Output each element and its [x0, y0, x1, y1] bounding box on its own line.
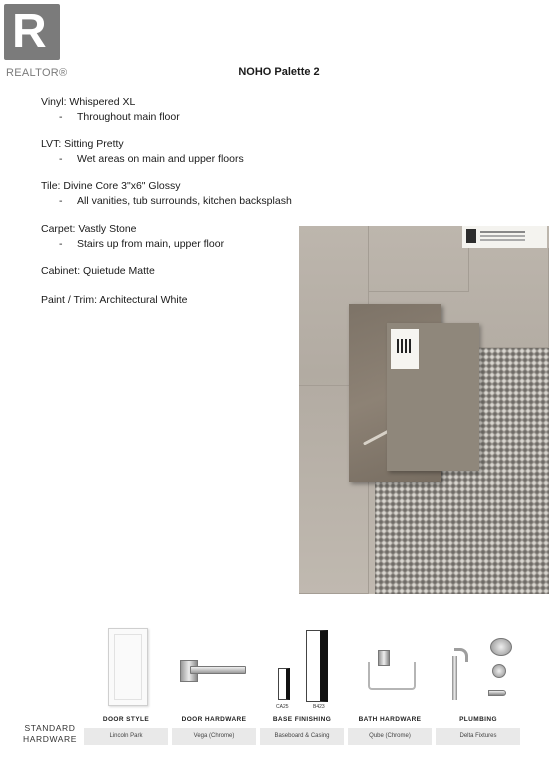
hardware-category: DOOR HARDWARE	[181, 716, 247, 723]
spec-cabinet	[41, 264, 155, 279]
hardware-category: DOOR STYLE	[102, 716, 150, 723]
spec-tile	[41, 179, 292, 209]
spec-paint-trim	[41, 293, 187, 308]
spec-label: LVT: Sitting Pretty	[41, 138, 124, 150]
realtor-logo-mark	[4, 4, 60, 60]
casing-code: CA25	[276, 704, 289, 710]
label-text-lines	[480, 231, 525, 233]
casing-profile-image	[278, 668, 290, 700]
vinyl-plank	[469, 248, 549, 348]
spec-vinyl	[41, 95, 180, 125]
spec-label: Cabinet: Quietude Matte	[41, 265, 155, 277]
hardware-value: Delta Fixtures	[436, 728, 520, 745]
spec-note: - Wet areas on main and upper floors	[59, 153, 244, 165]
cabinet-sample	[387, 323, 479, 471]
tub-spout-image	[488, 690, 506, 696]
spec-carpet	[41, 222, 224, 252]
vinyl-plank	[369, 226, 469, 292]
document-title: NOHO Palette 2	[238, 66, 320, 78]
sample-label-card	[462, 226, 547, 248]
faucet-image	[446, 644, 468, 700]
showerhead-image	[490, 638, 512, 656]
towel-ring-image	[368, 662, 416, 690]
shower-valve-image	[492, 664, 506, 678]
baseboard-code: B423	[313, 704, 325, 710]
spec-label: Paint / Trim: Architectural White	[41, 294, 188, 306]
spec-label: Carpet: Vastly Stone	[41, 223, 137, 235]
realtor-logo	[4, 4, 68, 79]
spec-note: - All vanities, tub surrounds, kitchen backsplash	[59, 195, 292, 207]
standard-hardware-heading: STANDARD HARDWARE	[22, 723, 78, 744]
door-style-image	[108, 628, 148, 706]
spec-label: Tile: Divine Core 3"x6" Glossy	[41, 180, 181, 192]
brand-logo-icon	[466, 229, 476, 243]
spec-note: - Stairs up from main, upper floor	[59, 238, 225, 250]
realtor-logo-word: REALTOR®	[6, 67, 68, 79]
hardware-value: Vega (Chrome)	[172, 728, 256, 745]
hardware-value: Qube (Chrome)	[348, 728, 432, 745]
qr-code-icon	[397, 339, 411, 353]
material-sample-photo	[299, 226, 549, 594]
hardware-value: Baseboard & Casing	[260, 728, 344, 745]
baseboard-profile-image	[306, 630, 328, 702]
hardware-category: PLUMBING	[459, 716, 497, 723]
hardware-value: Lincoln Park	[84, 728, 168, 745]
realtor-logo-letter: R	[12, 5, 47, 58]
hardware-category: BASE FINISHING	[272, 716, 332, 723]
spec-note: - Throughout main floor	[59, 111, 180, 123]
spec-label: Vinyl: Whispered XL	[41, 96, 136, 108]
hardware-category: BATH HARDWARE	[358, 716, 422, 723]
door-handle-lever	[190, 666, 246, 674]
spec-lvt	[41, 137, 244, 167]
